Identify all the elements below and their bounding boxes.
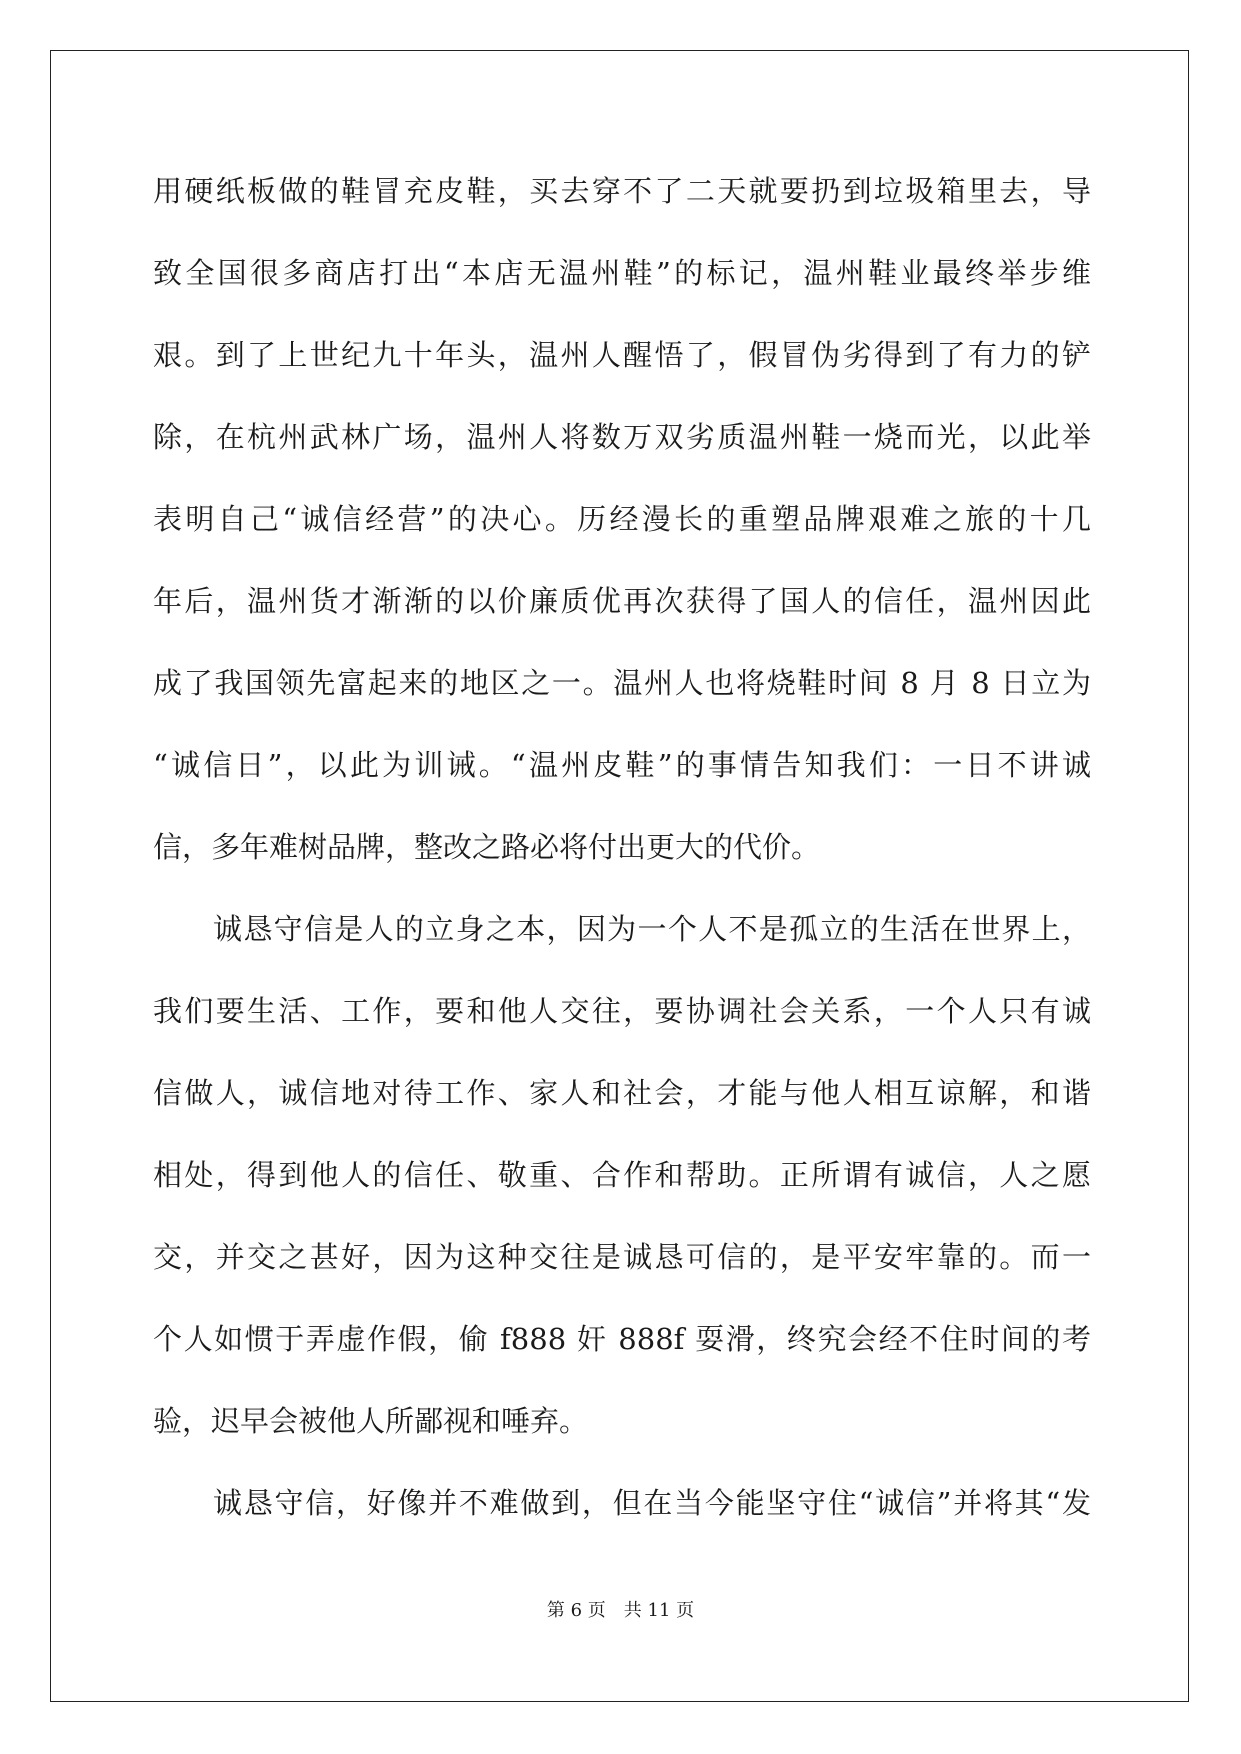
paragraph-first-line: 诚恳守信是人的立身之本，因为一个人不是孤立的生活在世界上， bbox=[213, 912, 1091, 946]
text-line: 相处，得到他人的信任、敬重、合作和帮助。正所谓有诚信，人之愿 bbox=[153, 1158, 1091, 1192]
text-line: 验，迟早会被他人所鄙视和唾弃。 bbox=[153, 1404, 589, 1438]
text-line: 成了我国领先富起来的地区之一。温州人也将烧鞋时间 8 月 8 日立为 bbox=[153, 666, 1091, 700]
text-line: 交，并交之甚好，因为这种交往是诚恳可信的，是平安牢靠的。而一 bbox=[153, 1240, 1091, 1274]
text-line: 艰。到了上世纪九十年头，温州人醒悟了，假冒伪劣得到了有力的铲 bbox=[153, 338, 1091, 372]
text-line: 信做人，诚信地对待工作、家人和社会，才能与他人相互谅解，和谐 bbox=[153, 1076, 1091, 1110]
document-body bbox=[153, 150, 1091, 1544]
text-line: “诚信日”，以此为训诫。“温州皮鞋”的事情告知我们：一日不讲诚 bbox=[153, 748, 1091, 782]
text-line: 信，多年难树品牌，整改之路必将付出更大的代价。 bbox=[153, 830, 821, 864]
text-line: 表明自己“诚信经营”的决心。历经漫长的重塑品牌艰难之旅的十几 bbox=[153, 502, 1091, 536]
text-line: 我们要生活、工作，要和他人交往，要协调社会关系，一个人只有诚 bbox=[153, 994, 1091, 1028]
page-footer: 第 6 页 共 11 页 bbox=[546, 1600, 695, 1621]
text-line: 个人如惯于弄虚作假，偷 f888 奸 888f 耍滑，终究会经不住时间的考 bbox=[153, 1322, 1091, 1356]
text-line: 年后，温州货才渐渐的以价廉质优再次获得了国人的信任，温州因此 bbox=[153, 584, 1091, 618]
text-line: 用硬纸板做的鞋冒充皮鞋，买去穿不了二天就要扔到垃圾箱里去，导 bbox=[153, 174, 1091, 208]
text-line: 致全国很多商店打出“本店无温州鞋”的标记，温州鞋业最终举步维 bbox=[153, 256, 1091, 290]
text-line: 除，在杭州武林广场，温州人将数万双劣质温州鞋一烧而光，以此举 bbox=[153, 420, 1091, 454]
paragraph-first-line: 诚恳守信，好像并不难做到，但在当今能坚守住“诚信”并将其“发 bbox=[213, 1486, 1091, 1520]
